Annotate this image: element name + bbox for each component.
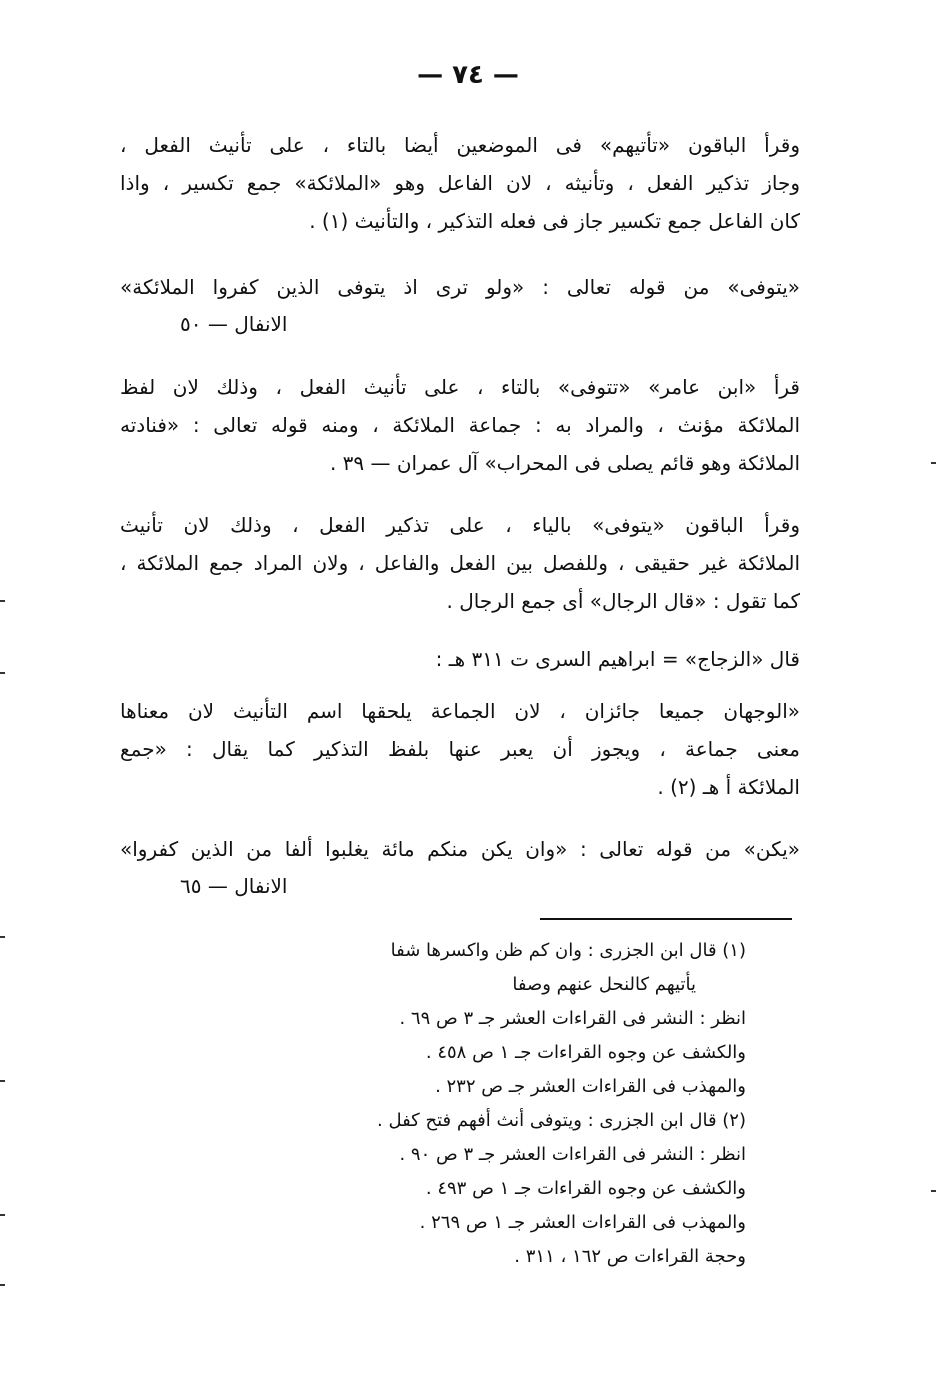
text-line: الملائكة غير حقيقى ، وللفصل بين الفعل والفاعل ، ولان المراد جمع الملائكة ، [120, 551, 800, 575]
text-line: معنى جماعة ، ويجوز أن يعبر عنها بلفظ التذكير كما يقال : «جمع [120, 737, 800, 761]
footnotes [206, 934, 746, 1274]
footnote-line: وحجة القراءات ص ١٦٢ ، ٣١١ . [514, 1246, 746, 1267]
footnote-line: والمهذب فى القراءات العشر جـ ص ٢٣٢ . [435, 1076, 746, 1097]
text-line: الملائكة وهو قائم يصلى فى المحراب» آل عمران — ٣٩ . [329, 451, 800, 475]
scan-edge-mark [0, 1080, 5, 1082]
verse-line: «يكن» من قوله تعالى : «وان يكن منكم مائة يغلبوا ألفا من الذين كفروا» [120, 837, 800, 861]
scan-edge-mark [0, 1214, 5, 1216]
surah-reference-1: الانفال — ٥٠ [180, 312, 288, 336]
text-line: «الوجهان جميعا جائزان ، لان الجماعة يلحقها اسم التأنيث لان معناها [120, 699, 800, 723]
scan-edge-mark [931, 462, 936, 464]
footnote-line: والكشف عن وجوه القراءات جـ ١ ص ٤٥٨ . [425, 1042, 746, 1063]
scan-edge-mark [0, 1284, 5, 1286]
footnote-line: انظر : النشر فى القراءات العشر جـ ٣ ص ٩٠ . [399, 1144, 746, 1165]
text-line: الملائكة مؤنث ، والمراد به : جماعة الملائكة ، ومنه قوله تعالى : «فنادته [120, 413, 800, 437]
text-line: كما تقول : «قال الرجال» أى جمع الرجال . [446, 589, 800, 613]
footnote-line: والكشف عن وجوه القراءات جـ ١ ص ٤٩٣ . [425, 1178, 746, 1199]
text-line: وقرأ الباقون «تأتيهم» فى الموضعين أيضا بالتاء ، على تأنيث الفعل ، [120, 133, 800, 157]
footnote-line: (١) قال ابن الجزرى : وان كم ظن واكسرها شفا [390, 940, 746, 961]
footnote-line: يأتيهم كالنحل عنهم وصفا [512, 974, 696, 995]
paragraph-2 [120, 368, 800, 482]
verse-citation-2 [120, 830, 800, 868]
footnote-divider [540, 918, 792, 920]
scan-edge-mark [0, 600, 5, 602]
verse-citation-1 [120, 268, 800, 306]
text-line: وقرأ الباقون «يتوفى» بالياء ، على تذكير الفعل ، وذلك لان تأنيث [120, 513, 800, 537]
verse-line: «يتوفى» من قوله تعالى : «ولو ترى اذ يتوفى الذين كفروا الملائكة» [120, 275, 800, 299]
footnote-line: والمهذب فى القراءات العشر جـ ١ ص ٢٦٩ . [419, 1212, 746, 1233]
footnote-line: (٢) قال ابن الجزرى : ويتوفى أنث أفهم فتح كفل . [377, 1110, 746, 1131]
text-line: الملائكة أ هـ (٢) . [657, 775, 800, 799]
scan-edge-mark [0, 936, 5, 938]
paragraph-1 [120, 126, 800, 240]
footnote-line: انظر : النشر فى القراءات العشر جـ ٣ ص ٦٩ . [399, 1008, 746, 1029]
text-line: قرأ «ابن عامر» «تتوفى» بالتاء ، على تأنيث الفعل ، وذلك لان لفظ [120, 375, 800, 399]
page-number: — ٧٤ — [417, 60, 519, 90]
text-line: كان الفاعل جمع تكسير جاز فى فعله التذكير ، والتأنيث (١) . [309, 209, 800, 233]
scan-edge-mark [931, 1190, 936, 1192]
paragraph-3 [120, 506, 800, 620]
text-line: وجاز تذكير الفعل ، وتأنيثه ، لان الفاعل وهو «الملائكة» جمع تكسير ، واذا [120, 171, 800, 195]
surah-reference-2: الانفال — ٦٥ [180, 874, 288, 898]
quotation [120, 692, 800, 806]
quote-intro [120, 640, 800, 678]
text-line: قال «الزجاج» = ابراهيم السرى ت ٣١١ هـ : [435, 647, 800, 671]
scan-edge-mark [0, 672, 5, 674]
